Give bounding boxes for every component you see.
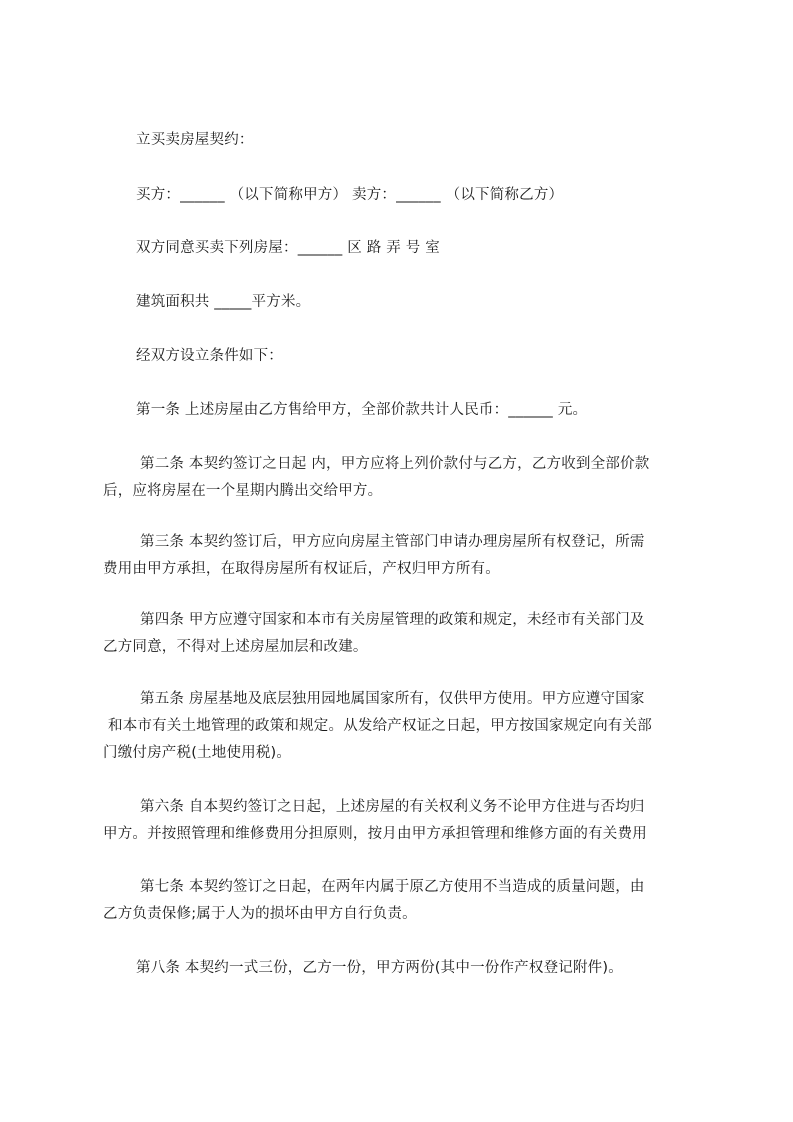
- article-2-line-2: 后，应将房屋在一个星期内腾出交给甲方。: [103, 483, 383, 499]
- article-3-line-2: 费用由甲方承担，在取得房屋所有权证后，产权归甲方所有。: [103, 561, 500, 577]
- article-7-line-2: 乙方负责保修;属于人为的损坏由甲方自行负责。: [103, 906, 417, 922]
- article-2-line-1: 第二条 本契约签订之日起 内，甲方应将上列价款付与乙方，乙方收到全部价款: [140, 456, 650, 472]
- article-8-line-1: 第八条 本契约一式三份，乙方一份，甲方两份(其中一份作产权登记附件)。: [136, 960, 623, 976]
- article-1-line-1: 第一条 上述房屋由乙方售给甲方，全部价款共计人民币：______ 元。: [136, 402, 588, 418]
- article-6-line-2: 甲方。并按照管理和维修费用分担原则，按月由甲方承担管理和维修方面的有关费用: [103, 826, 647, 842]
- parties-line: 买方：______ （以下简称甲方） 卖方：______ （以下简称乙方）: [136, 187, 564, 203]
- article-6-line-1: 第六条 自本契约签订之日起，上述房屋的有关权利义务不论甲方住进与否均归: [140, 799, 645, 815]
- article-5-line-2: 和本市有关土地管理的政策和规定。从发给产权证之日起，甲方按国家规定向有关部: [108, 718, 652, 734]
- article-4-line-2: 乙方同意，不得对上述房屋加层和改建。: [103, 639, 368, 655]
- area-line: 建筑面积共 _____平方米。: [136, 294, 311, 310]
- article-4-line-1: 第四条 甲方应遵守国家和本市有关房屋管理的政策和规定，未经市有关部门及: [140, 612, 645, 628]
- conditions-intro: 经双方设立条件如下：: [136, 348, 283, 364]
- article-5-line-1: 第五条 房屋基地及底层独用园地属国家所有，仅供甲方使用。甲方应遵守国家: [140, 691, 645, 707]
- article-5-line-3: 门缴付房产税(土地使用税)。: [103, 745, 292, 761]
- article-3-line-1: 第三条 本契约签订后，甲方应向房屋主管部门申请办理房屋所有权登记，所需: [140, 534, 645, 550]
- contract-title: 立买卖房屋契约：: [136, 132, 254, 148]
- property-line: 双方同意买卖下列房屋：______ 区 路 弄 号 室: [136, 240, 440, 256]
- article-7-line-1: 第七条 本契约签订之日起，在两年内属于原乙方使用不当造成的质量问题，由: [140, 879, 645, 895]
